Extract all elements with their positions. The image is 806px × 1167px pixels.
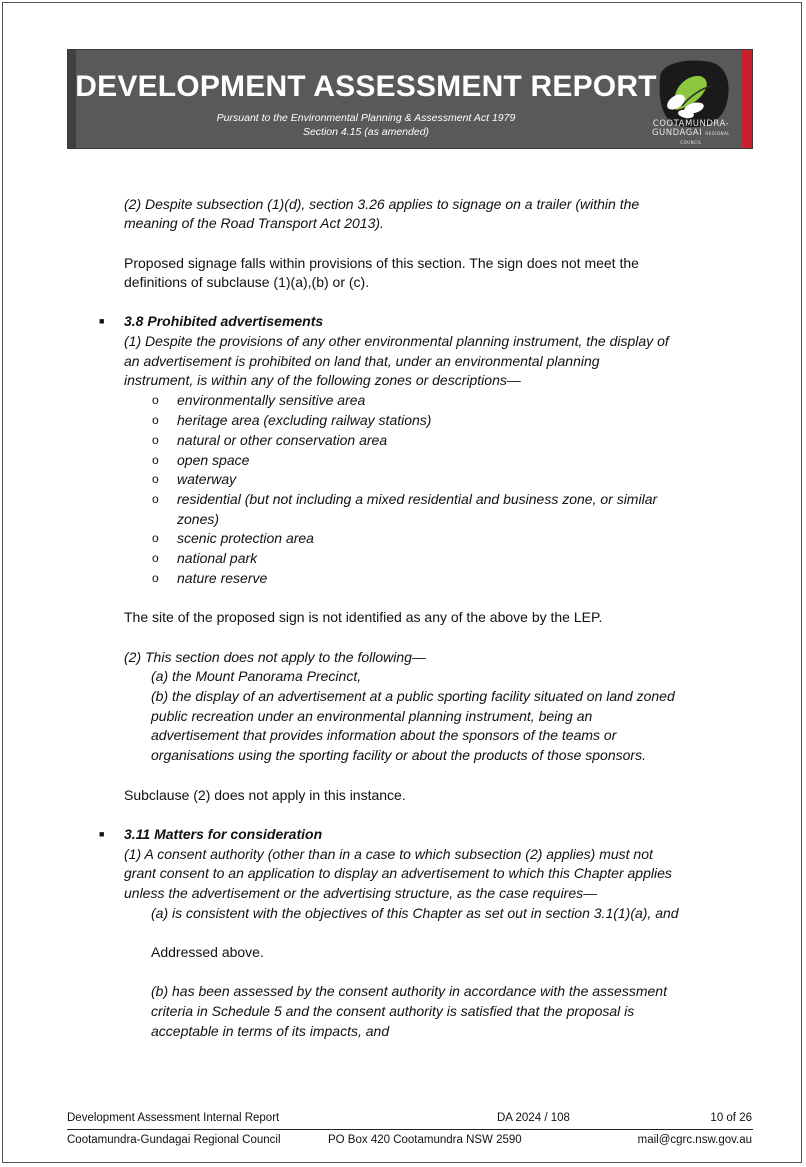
zone-item: nature reserve [177, 570, 268, 586]
exclusion-b-line3: advertisement that provides information about the sponsors of the teams or [151, 727, 617, 743]
list-bullet: o [152, 472, 159, 486]
section-3-11-line2: grant consent to an application to display an advertisement to which this Chapter applies [124, 865, 672, 881]
logo-text-small: REGIONAL COUNCIL [680, 131, 731, 145]
criterion-b-line3: acceptable in terms of its impacts, and [151, 1023, 390, 1039]
zone-item: natural or other conservation area [177, 432, 388, 448]
footer-page-number: 10 of 26 [710, 1112, 752, 1124]
section-bullet: ■ [99, 316, 105, 326]
section-3-11-heading: 3.11 Matters for consideration [124, 826, 323, 842]
criterion-b-line1: (b) has been assessed by the consent authority in accordance with the assessment [151, 983, 667, 999]
footer-divider [67, 1129, 753, 1130]
exclusion-b-line1: (b) the display of an advertisement at a public sporting facility situated on land zoned [151, 688, 675, 704]
section-bullet: ■ [99, 829, 105, 839]
list-bullet: o [152, 453, 159, 467]
section-3-8-line1: (1) Despite the provisions of any other environmental planning instrument, the display of [124, 333, 669, 349]
list-bullet: o [152, 492, 159, 506]
criterion-b-line2: criteria in Schedule 5 and the consent authority is satisfied that the proposal is [151, 1003, 635, 1019]
footer-report-name: Development Assessment Internal Report [67, 1112, 280, 1124]
subsection-2-line1: (2) Despite subsection (1)(d), section 3.26 applies to signage on a trailer (within the [124, 196, 640, 212]
zone-item: residential (but not including a mixed residential and business zone, or similar [177, 491, 658, 507]
exclusion-b-line2: public recreation under an environmental planning instrument, being an [151, 708, 593, 724]
signage-comment-line2: definitions of subclause (1)(a),(b) or (c). [124, 274, 370, 290]
zone-item: heritage area (excluding railway stations) [177, 412, 432, 428]
signage-comment-line1: Proposed signage falls within provisions of this section. The sign does not meet the [124, 255, 639, 271]
section-3-8-line3: instrument, is within any of the following zones or descriptions— [124, 372, 521, 388]
footer-address: PO Box 420 Cootamundra NSW 2590 [328, 1134, 522, 1146]
section-3-11-line1: (1) A consent authority (other than in a case to which subsection (2) applies) must not [124, 846, 653, 862]
list-bullet: o [152, 433, 159, 447]
list-bullet: o [152, 531, 159, 545]
report-subtitle-act: Pursuant to the Environmental Planning & Assessment Act 1979 [216, 112, 516, 124]
criterion-a-response: Addressed above. [151, 944, 264, 960]
list-bullet: o [152, 413, 159, 427]
lep-comment: The site of the proposed sign is not identified as any of the above by the LEP. [124, 609, 603, 625]
zone-item: waterway [177, 471, 237, 487]
zone-item: environmentally sensitive area [177, 392, 366, 408]
exclusion-b-line4: organisations using the sporting facility or about the products of those sponsors. [151, 747, 646, 763]
subclause-comment: Subclause (2) does not apply in this instance. [124, 787, 406, 803]
zone-item: national park [177, 550, 258, 566]
zone-item: scenic protection area [177, 530, 314, 546]
report-title: DEVELOPMENT ASSESSMENT REPORT [75, 70, 657, 103]
list-bullet: o [152, 551, 159, 565]
section-3-8-line2: an advertisement is prohibited on land that, under an environmental planning [124, 353, 600, 369]
subsection-2-exclusions: (2) This section does not apply to the following— [124, 649, 426, 665]
list-bullet: o [152, 393, 159, 407]
section-3-8-heading: 3.8 Prohibited advertisements [124, 313, 324, 329]
zone-item-continued: zones) [177, 511, 220, 527]
footer-email: mail@cgrc.nsw.gov.au [637, 1134, 752, 1146]
zone-item: open space [177, 452, 250, 468]
section-3-11-line3: unless the advertisement or the advertising structure, as the case requires— [124, 885, 598, 901]
logo-text-line1: COOTAMUNDRA- [652, 119, 730, 129]
list-bullet: o [152, 571, 159, 585]
criterion-a: (a) is consistent with the objectives of this Chapter as set out in section 3.1(1)(a), and [151, 905, 679, 921]
exclusion-a: (a) the Mount Panorama Precinct, [151, 668, 362, 684]
footer-da-number: DA 2024 / 108 [497, 1112, 570, 1124]
logo-text-line2: GUNDAGAI REGIONAL COUNCIL [651, 128, 731, 145]
subsection-2-line2: meaning of the Road Transport Act 2013). [124, 215, 384, 231]
footer-council: Cootamundra-Gundagai Regional Council [67, 1134, 281, 1146]
report-header-banner [67, 49, 753, 149]
council-logo-text [646, 120, 736, 147]
report-subtitle-section: Section 4.15 (as amended) [302, 126, 430, 138]
banner-red-edge [742, 50, 752, 148]
